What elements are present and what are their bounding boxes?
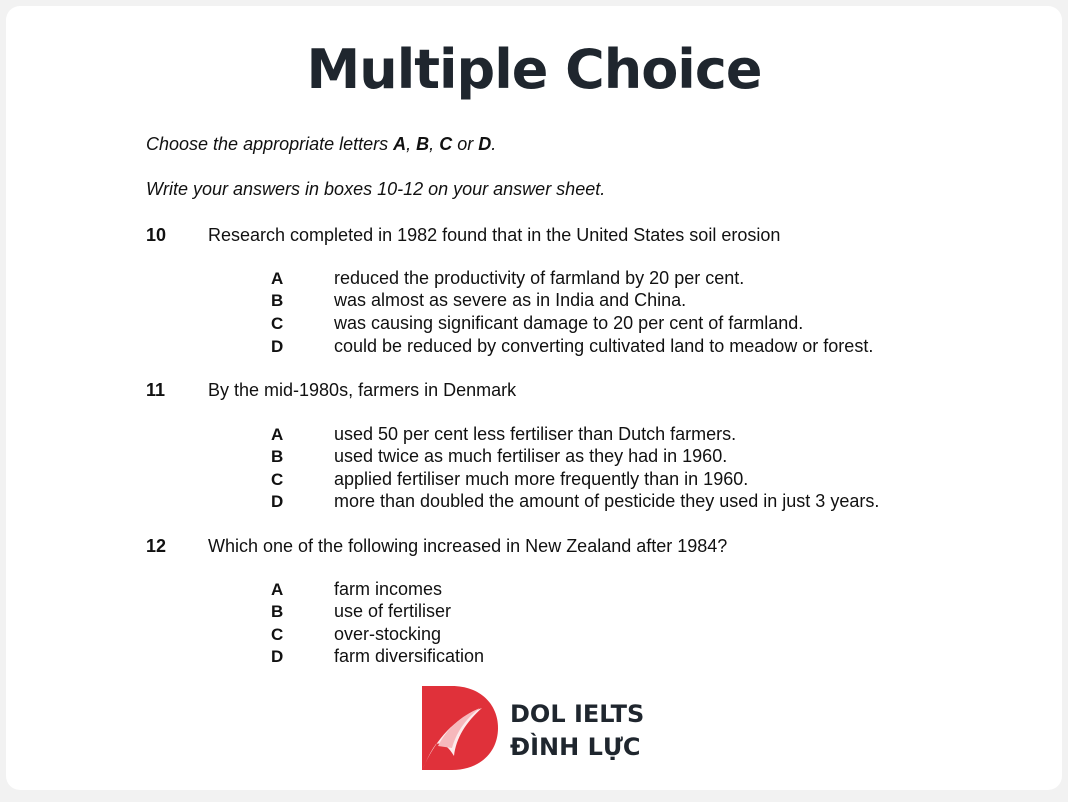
option-text: was causing significant damage to 20 per cent of farmland.	[334, 313, 804, 333]
option-letter: D	[271, 337, 284, 356]
instruction-sep: ,	[429, 134, 440, 154]
instruction-line-1	[146, 134, 496, 155]
option-letter: B	[271, 602, 284, 621]
question-number: 11	[146, 380, 166, 400]
brand-line-2: ĐÌNH LỰC	[510, 733, 641, 761]
option-text: farm diversification	[334, 646, 485, 666]
option-letter: A	[271, 580, 284, 599]
option-letter: C	[271, 314, 284, 333]
instruction-letter-b: B	[416, 134, 430, 154]
page-title: Multiple Choice	[306, 38, 762, 101]
instruction-text: Choose the appropriate letters	[146, 134, 394, 154]
option-text: use of fertiliser	[334, 601, 452, 621]
option-text: more than doubled the amount of pesticide they used in just 3 years.	[334, 491, 880, 511]
option-letter: C	[271, 470, 284, 489]
option-text: applied fertiliser much more frequently than in 1960.	[334, 469, 749, 489]
option-text: used 50 per cent less fertiliser than Dutch farmers.	[334, 424, 737, 444]
question-number: 12	[146, 536, 167, 556]
question-text: Research completed in 1982 found that in the United States soil erosion	[208, 225, 781, 245]
brand-line-1: DOL IELTS	[510, 700, 645, 728]
option-text: over-stocking	[334, 624, 442, 644]
option-letter: D	[271, 492, 284, 511]
option-text: reduced the productivity of farmland by 20 per cent.	[334, 268, 745, 288]
option-text: could be reduced by converting cultivated land to meadow or forest.	[334, 336, 874, 356]
instruction-letter-d: D	[478, 134, 492, 154]
dol-logo-icon	[420, 686, 500, 770]
option-letter: A	[271, 269, 284, 288]
question-text: By the mid-1980s, farmers in Denmark	[208, 380, 517, 400]
question-number: 10	[146, 225, 167, 245]
instruction-end: .	[491, 134, 497, 154]
instruction-line-2: Write your answers in boxes 10-12 on your answer sheet.	[146, 179, 606, 199]
instruction-sep: or	[452, 134, 479, 154]
option-text: farm incomes	[334, 579, 443, 599]
option-letter: B	[271, 447, 284, 466]
question-text: Which one of the following increased in New Zealand after 1984?	[208, 536, 728, 556]
option-letter: B	[271, 291, 284, 310]
option-letter: A	[271, 425, 284, 444]
option-text: used twice as much fertiliser as they had in 1960.	[334, 446, 728, 466]
instruction-letter-a: A	[393, 134, 407, 154]
option-letter: D	[271, 647, 284, 666]
instruction-sep: ,	[406, 134, 417, 154]
option-text: was almost as severe as in India and China.	[334, 290, 687, 310]
instruction-letter-c: C	[439, 134, 453, 154]
option-letter: C	[271, 625, 284, 644]
